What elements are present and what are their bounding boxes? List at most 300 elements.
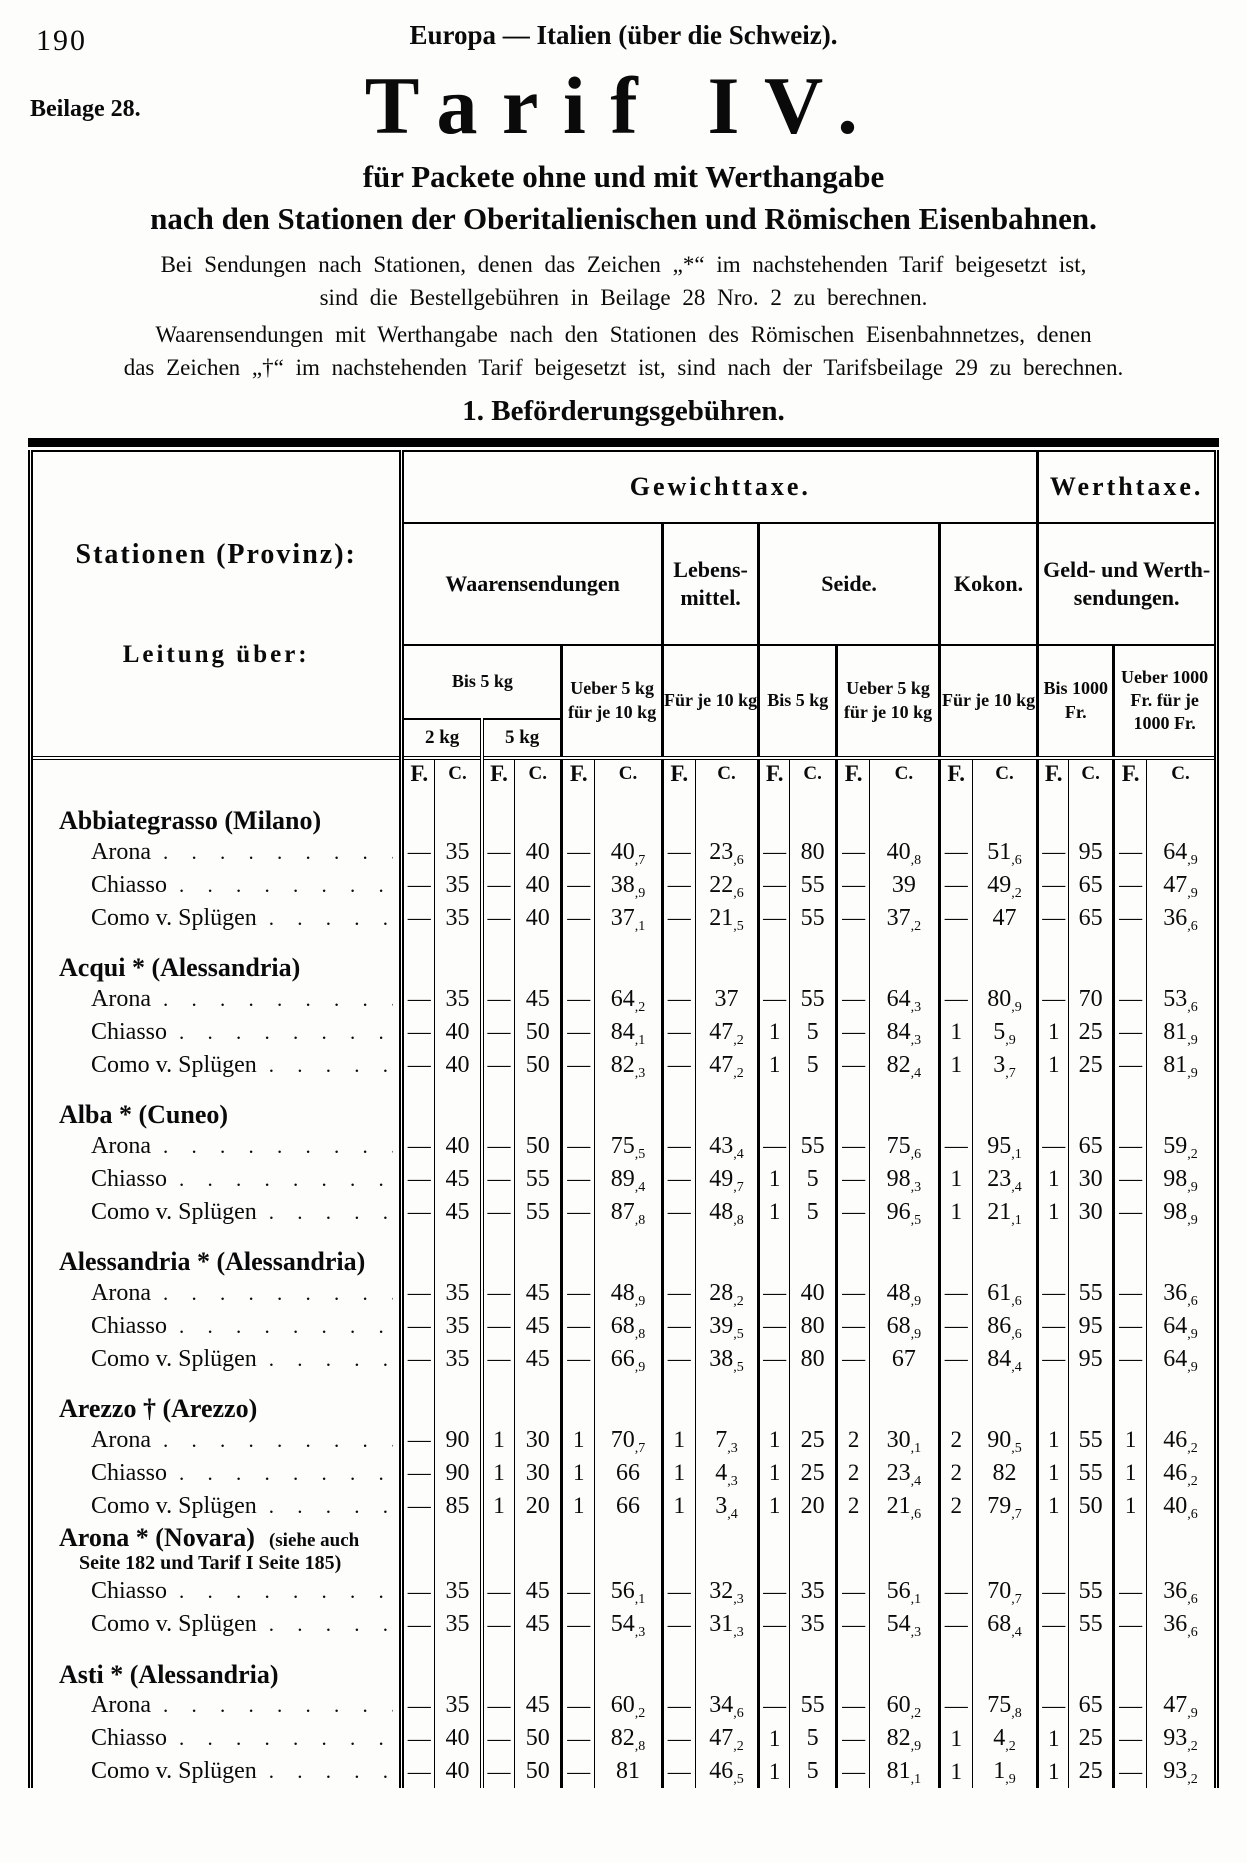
fare-cell-francs: — xyxy=(662,1722,695,1755)
route-cell xyxy=(31,1608,402,1641)
empty-fare-cell xyxy=(1069,1641,1114,1689)
fare-cell-francs: 1 xyxy=(759,1196,790,1229)
fare-cell-francs: — xyxy=(1038,983,1069,1016)
fare-cell-centimes: 35 xyxy=(435,983,482,1016)
route-line xyxy=(33,1199,399,1226)
fare-cell-centimes: 40 xyxy=(435,1722,482,1755)
fc-row-station-spacer xyxy=(31,758,402,788)
fare-cell-francs: — xyxy=(482,1016,515,1049)
decimal-fraction: ,6 xyxy=(1011,852,1022,868)
route-row xyxy=(31,1163,1217,1196)
fare-cell-centimes: $38_{,5}$ xyxy=(695,1343,759,1376)
fare-cell-francs: — xyxy=(759,1130,790,1163)
fare-cell-francs: 1 xyxy=(759,1457,790,1490)
fare-cell-centimes: $80_{,9}$ xyxy=(972,983,1038,1016)
fare-cell-centimes: $3_{,7}$ xyxy=(972,1049,1038,1082)
fare-cell-centimes: $60_{,2}$ xyxy=(595,1689,663,1722)
fare-cell-centimes: $4_{,2}$ xyxy=(972,1722,1038,1755)
fare-cell-centimes: $53_{,6}$ xyxy=(1147,983,1217,1016)
decimal-fraction: ,7 xyxy=(634,852,646,868)
fare-cell-francs: — xyxy=(402,1424,435,1457)
fare-cell-centimes: 67 xyxy=(870,1343,940,1376)
empty-fare-cell xyxy=(435,788,482,836)
station-group-cell xyxy=(31,1523,402,1576)
fare-cell-centimes: $64_{,3}$ xyxy=(870,983,940,1016)
fare-cell-francs: — xyxy=(482,1343,515,1376)
empty-fare-cell xyxy=(695,1523,759,1576)
route-name: Como v. Splügen xyxy=(91,1345,257,1372)
fare-cell-francs: — xyxy=(562,1163,595,1196)
fare-cell-centimes: $46_{,5}$ xyxy=(695,1755,759,1788)
route-line xyxy=(33,1019,399,1046)
station-group-cell xyxy=(31,935,402,983)
note-paragraph-1 xyxy=(28,249,1219,315)
centimes-label: C. xyxy=(870,758,940,788)
decimal-fraction: ,9 xyxy=(910,1293,922,1309)
fare-cell-francs: — xyxy=(1114,1722,1147,1755)
fare-cell-francs: — xyxy=(402,902,435,935)
fare-cell-centimes: 40 xyxy=(515,836,562,869)
fare-cell-francs: — xyxy=(1038,902,1069,935)
decimal-fraction: ,6 xyxy=(1187,1506,1198,1522)
francs-label: F. xyxy=(1114,758,1147,788)
fare-cell-centimes: 50 xyxy=(515,1722,562,1755)
fare-cell-centimes: $84_{,1}$ xyxy=(595,1016,663,1049)
fare-cell-centimes: $89_{,4}$ xyxy=(595,1163,663,1196)
empty-fare-cell xyxy=(482,1376,515,1424)
dot-leader xyxy=(167,1166,393,1193)
fare-cell-centimes: 50 xyxy=(515,1016,562,1049)
route-row xyxy=(31,1755,1217,1788)
fare-cell-francs: — xyxy=(662,836,695,869)
fare-cell-francs: — xyxy=(402,1575,435,1608)
decimal-fraction: ,6 xyxy=(1187,1625,1198,1641)
station-header-line1: Stationen (Provinz): xyxy=(75,538,357,570)
fare-cell-centimes: $1_{,9}$ xyxy=(972,1755,1038,1788)
fare-cell-francs: — xyxy=(837,1575,870,1608)
fare-cell-francs: — xyxy=(1114,1277,1147,1310)
decimal-fraction: ,8 xyxy=(634,1326,646,1342)
fare-cell-francs: — xyxy=(562,1277,595,1310)
fare-cell-francs: — xyxy=(837,1608,870,1641)
route-name: Chiasso xyxy=(91,1165,168,1192)
fare-cell-francs: 1 xyxy=(562,1490,595,1523)
empty-fare-cell xyxy=(790,1641,837,1689)
empty-fare-cell xyxy=(1069,935,1114,983)
empty-fare-cell xyxy=(837,1376,870,1424)
fare-cell-centimes: 50 xyxy=(515,1130,562,1163)
route-row xyxy=(31,902,1217,935)
fare-cell-francs: — xyxy=(939,1689,972,1722)
fare-cell-francs: 1 xyxy=(1038,1722,1069,1755)
empty-fare-cell xyxy=(662,1523,695,1576)
fare-cell-centimes: 30 xyxy=(515,1457,562,1490)
fare-cell-centimes: 66 xyxy=(595,1490,663,1523)
fare-cell-francs: — xyxy=(562,1608,595,1641)
empty-fare-cell xyxy=(870,1082,940,1130)
route-name: Arona xyxy=(91,1279,151,1306)
fare-cell-centimes: 35 xyxy=(435,902,482,935)
fare-cell-francs: — xyxy=(837,1689,870,1722)
decimal-fraction: ,1 xyxy=(634,1592,646,1608)
decimal-fraction: ,4 xyxy=(1011,1179,1022,1195)
fare-cell-centimes: $30_{,1}$ xyxy=(870,1424,940,1457)
empty-fare-cell xyxy=(790,1376,837,1424)
decimal-fraction: ,6 xyxy=(1011,1293,1022,1309)
empty-fare-cell xyxy=(1147,1229,1217,1277)
route-name: Arona xyxy=(91,1132,151,1159)
fare-cell-francs: 1 xyxy=(1114,1457,1147,1490)
route-name: Arona xyxy=(91,985,151,1012)
fare-cell-francs: — xyxy=(402,1457,435,1490)
route-cell xyxy=(31,1016,402,1049)
fare-cell-centimes: 30 xyxy=(1069,1163,1114,1196)
fare-cell-centimes: $48_{,9}$ xyxy=(595,1277,663,1310)
fare-cell-francs: — xyxy=(1114,1016,1147,1049)
fare-cell-centimes: 80 xyxy=(790,1343,837,1376)
empty-fare-cell xyxy=(595,1376,663,1424)
empty-fare-cell xyxy=(402,1229,435,1277)
fare-cell-francs: 1 xyxy=(939,1755,972,1788)
empty-fare-cell xyxy=(695,935,759,983)
route-name: Arona xyxy=(91,1426,151,1453)
centimes-label: C. xyxy=(695,758,759,788)
empty-fare-cell xyxy=(939,788,972,836)
dot-leader xyxy=(257,905,394,932)
decimal-fraction: ,9 xyxy=(1005,1032,1016,1048)
station-header-line2: Leitung über: xyxy=(122,640,310,668)
fare-cell-centimes: 20 xyxy=(790,1490,837,1523)
margin-note-beilage: Beilage 28. xyxy=(30,96,141,122)
fare-cell-centimes: 55 xyxy=(1069,1608,1114,1641)
empty-fare-cell xyxy=(1069,1376,1114,1424)
route-row xyxy=(31,1424,1217,1457)
empty-fare-cell xyxy=(1114,788,1147,836)
fare-cell-francs: — xyxy=(482,869,515,902)
decimal-fraction: ,2 xyxy=(1005,1739,1016,1755)
fare-cell-francs: 1 xyxy=(482,1490,515,1523)
route-cell xyxy=(31,1457,402,1490)
fare-cell-francs: — xyxy=(1038,1689,1069,1722)
empty-fare-cell xyxy=(1147,1523,1217,1576)
fare-cell-francs: — xyxy=(482,1722,515,1755)
fare-cell-centimes: $68_{,9}$ xyxy=(870,1310,940,1343)
empty-fare-cell xyxy=(1038,1229,1069,1277)
fare-cell-francs: — xyxy=(402,1049,435,1082)
fare-table-body xyxy=(31,788,1217,1789)
fare-cell-centimes: 40 xyxy=(435,1049,482,1082)
route-line xyxy=(33,1460,399,1487)
route-cell xyxy=(31,1755,402,1788)
decimal-fraction: ,9 xyxy=(1187,852,1198,868)
fare-cell-centimes: 70 xyxy=(1069,983,1114,1016)
fare-cell-francs: 2 xyxy=(837,1424,870,1457)
centimes-label: C. xyxy=(435,758,482,788)
decimal-fraction: ,6 xyxy=(1187,1592,1198,1608)
fare-cell-francs: — xyxy=(1114,1575,1147,1608)
route-row xyxy=(31,1457,1217,1490)
fare-cell-centimes: $59_{,2}$ xyxy=(1147,1130,1217,1163)
francs-label: F. xyxy=(837,758,870,788)
fare-cell-francs: — xyxy=(759,1689,790,1722)
empty-fare-cell xyxy=(837,1641,870,1689)
decimal-fraction: ,3 xyxy=(733,1592,744,1608)
fare-cell-francs: 1 xyxy=(662,1424,695,1457)
fare-cell-francs: 1 xyxy=(939,1722,972,1755)
fare-cell-centimes: 55 xyxy=(790,1689,837,1722)
decimal-fraction: ,6 xyxy=(910,1506,922,1522)
over-5kg-per-10kg-header: Ueber 5 kg für je 10 kg xyxy=(562,645,663,758)
fare-cell-centimes: $98_{,9}$ xyxy=(1147,1163,1217,1196)
decimal-fraction: ,4 xyxy=(1011,1359,1022,1375)
decimal-fraction: ,1 xyxy=(634,918,646,934)
centimes-label: C. xyxy=(595,758,663,788)
decimal-fraction: ,2 xyxy=(1187,1440,1198,1456)
fare-cell-centimes: 85 xyxy=(435,1490,482,1523)
decimal-fraction: ,1 xyxy=(910,1772,922,1788)
decimal-fraction: ,2 xyxy=(1187,1739,1198,1755)
empty-fare-cell xyxy=(1114,1082,1147,1130)
fare-cell-centimes: $7_{,3}$ xyxy=(695,1424,759,1457)
route-row xyxy=(31,1608,1217,1641)
fare-cell-francs: — xyxy=(759,1277,790,1310)
empty-fare-cell xyxy=(482,1523,515,1576)
fare-cell-centimes: 47 xyxy=(972,902,1038,935)
fare-cell-francs: 1 xyxy=(1038,1196,1069,1229)
fare-cell-centimes: $87_{,8}$ xyxy=(595,1196,663,1229)
empty-fare-cell xyxy=(939,1641,972,1689)
decimal-fraction: ,5 xyxy=(733,1772,744,1788)
route-row xyxy=(31,1049,1217,1082)
fare-cell-centimes: $90_{,5}$ xyxy=(972,1424,1038,1457)
fare-cell-centimes: $54_{,3}$ xyxy=(870,1608,940,1641)
fare-cell-centimes: 82 xyxy=(972,1457,1038,1490)
fare-cell-francs: — xyxy=(562,1016,595,1049)
route-row xyxy=(31,1722,1217,1755)
fare-cell-francs: — xyxy=(402,836,435,869)
fare-cell-centimes: $22_{,6}$ xyxy=(695,869,759,902)
empty-fare-cell xyxy=(837,1082,870,1130)
fare-cell-francs: — xyxy=(482,1608,515,1641)
fare-cell-centimes: $40_{,8}$ xyxy=(870,836,940,869)
fare-cell-francs: — xyxy=(482,1163,515,1196)
fare-cell-francs: — xyxy=(837,1277,870,1310)
station-group-row xyxy=(31,1229,1217,1277)
decimal-fraction: ,8 xyxy=(910,852,922,868)
decimal-fraction: ,2 xyxy=(733,1739,744,1755)
route-line xyxy=(33,1427,399,1454)
fare-cell-francs: — xyxy=(939,983,972,1016)
fare-cell-centimes: $40_{,6}$ xyxy=(1147,1490,1217,1523)
empty-fare-cell xyxy=(402,1082,435,1130)
fare-cell-francs: — xyxy=(482,902,515,935)
fare-cell-francs: — xyxy=(402,983,435,1016)
fare-cell-francs: — xyxy=(402,869,435,902)
page-number: 190 xyxy=(36,24,87,57)
route-line xyxy=(33,1166,399,1193)
foodstuffs-header: Lebens-mittel. xyxy=(662,523,758,645)
fare-cell-centimes: $36_{,6}$ xyxy=(1147,1277,1217,1310)
fare-cell-francs: — xyxy=(837,902,870,935)
fare-cell-francs: — xyxy=(1114,1049,1147,1082)
francs-label: F. xyxy=(759,758,790,788)
fare-cell-francs: — xyxy=(1114,1608,1147,1641)
empty-fare-cell xyxy=(1069,788,1114,836)
empty-fare-cell xyxy=(662,788,695,836)
dot-leader xyxy=(257,1493,394,1520)
empty-fare-cell xyxy=(695,1376,759,1424)
fare-cell-francs: 1 xyxy=(1038,1163,1069,1196)
decimal-fraction: ,3 xyxy=(733,1625,744,1641)
fare-cell-centimes: $75_{,6}$ xyxy=(870,1130,940,1163)
fare-cell-centimes: 66 xyxy=(595,1457,663,1490)
note2-line2: das Zeichen „†“ im nachstehenden Tarif beigesetzt ist, sind nach der Tarifsbeilage 29 zu berechnen. xyxy=(123,354,1124,380)
fare-cell-centimes: $37_{,2}$ xyxy=(870,902,940,935)
station-group-name: Arezzo † (Arezzo) xyxy=(59,1393,258,1423)
decimal-fraction: ,6 xyxy=(733,1706,744,1722)
fare-cell-centimes: 35 xyxy=(435,1343,482,1376)
fare-cell-centimes: 50 xyxy=(1069,1490,1114,1523)
fare-cell-francs: — xyxy=(402,1016,435,1049)
fare-cell-francs: — xyxy=(837,1016,870,1049)
route-line xyxy=(33,1133,399,1160)
fare-cell-francs: — xyxy=(1114,902,1147,935)
decimal-fraction: ,6 xyxy=(1187,1293,1198,1309)
fare-cell-centimes: $34_{,6}$ xyxy=(695,1689,759,1722)
fare-cell-centimes: $47_{,2}$ xyxy=(695,1016,759,1049)
fare-cell-francs: 2 xyxy=(939,1490,972,1523)
fare-cell-francs: — xyxy=(759,869,790,902)
decimal-fraction: ,9 xyxy=(634,885,646,901)
empty-fare-cell xyxy=(402,1376,435,1424)
tariff-table xyxy=(28,450,1219,1789)
fare-cell-francs: — xyxy=(562,1689,595,1722)
fare-cell-francs: — xyxy=(837,1130,870,1163)
decimal-fraction: ,7 xyxy=(1011,1592,1022,1608)
fare-cell-centimes: $93_{,2}$ xyxy=(1147,1755,1217,1788)
decimal-fraction: ,4 xyxy=(733,1146,744,1162)
fare-cell-centimes: $21_{,6}$ xyxy=(870,1490,940,1523)
fare-cell-francs: — xyxy=(562,983,595,1016)
fare-cell-centimes: 55 xyxy=(1069,1277,1114,1310)
empty-fare-cell xyxy=(695,788,759,836)
decimal-fraction: ,1 xyxy=(1011,1212,1022,1228)
station-group-cell xyxy=(31,1641,402,1689)
fare-cell-centimes: $47_{,9}$ xyxy=(1147,869,1217,902)
empty-fare-cell xyxy=(1114,935,1147,983)
empty-fare-cell xyxy=(1147,1082,1217,1130)
empty-fare-cell xyxy=(939,1082,972,1130)
empty-fare-cell xyxy=(759,1229,790,1277)
route-row xyxy=(31,1277,1217,1310)
route-cell xyxy=(31,869,402,902)
over-1000fr-header: Ueber 1000 Fr. für je 1000 Fr. xyxy=(1114,645,1217,758)
fare-cell-centimes: 50 xyxy=(515,1049,562,1082)
empty-fare-cell xyxy=(562,788,595,836)
empty-fare-cell xyxy=(662,1641,695,1689)
fare-cell-centimes: 45 xyxy=(515,983,562,1016)
fare-cell-francs: 2 xyxy=(939,1457,972,1490)
fare-cell-francs: — xyxy=(1038,1310,1069,1343)
station-group-name: Arona * (Novara) (siehe auch xyxy=(59,1522,360,1552)
fare-cell-centimes: $64_{,2}$ xyxy=(595,983,663,1016)
fare-cell-centimes: 30 xyxy=(515,1424,562,1457)
station-group-name: Alessandria * (Alessandria) xyxy=(59,1246,366,1276)
fare-cell-centimes: 20 xyxy=(515,1490,562,1523)
empty-fare-cell xyxy=(562,1082,595,1130)
fare-cell-francs: — xyxy=(759,1608,790,1641)
route-cell xyxy=(31,1163,402,1196)
fare-cell-centimes: 55 xyxy=(1069,1457,1114,1490)
decimal-fraction: ,9 xyxy=(1187,1212,1198,1228)
route-name: Como v. Splügen xyxy=(91,904,257,931)
fare-cell-centimes: 5 xyxy=(790,1755,837,1788)
route-cell xyxy=(31,1049,402,1082)
fare-cell-centimes: 45 xyxy=(515,1310,562,1343)
fare-cell-francs: 1 xyxy=(1038,1457,1069,1490)
fare-cell-centimes: $60_{,2}$ xyxy=(870,1689,940,1722)
empty-fare-cell xyxy=(972,1229,1038,1277)
fare-cell-centimes: $36_{,6}$ xyxy=(1147,1608,1217,1641)
fare-cell-centimes: $86_{,6}$ xyxy=(972,1310,1038,1343)
fare-cell-centimes: $31_{,3}$ xyxy=(695,1608,759,1641)
decimal-fraction: ,4 xyxy=(910,1473,922,1489)
empty-fare-cell xyxy=(402,1641,435,1689)
fare-cell-francs: 1 xyxy=(562,1424,595,1457)
centimes-label: C. xyxy=(1069,758,1114,788)
fare-cell-francs: — xyxy=(939,1130,972,1163)
fare-cell-francs: — xyxy=(562,869,595,902)
station-group-row xyxy=(31,1082,1217,1130)
fare-cell-centimes: $70_{,7}$ xyxy=(972,1575,1038,1608)
fare-cell-centimes: 35 xyxy=(435,836,482,869)
fare-cell-centimes: 40 xyxy=(790,1277,837,1310)
goods-shipments-header: Waarensendungen xyxy=(402,523,663,645)
francs-label: F. xyxy=(402,758,435,788)
money-value-shipments-header: Geld- und Werth-sendungen. xyxy=(1038,523,1217,645)
empty-fare-cell xyxy=(972,1523,1038,1576)
empty-fare-cell xyxy=(515,1523,562,1576)
empty-fare-cell xyxy=(1114,1523,1147,1576)
decimal-fraction: ,7 xyxy=(1005,1065,1016,1081)
route-row xyxy=(31,836,1217,869)
fare-cell-francs: — xyxy=(759,836,790,869)
fare-cell-centimes: $82_{,3}$ xyxy=(595,1049,663,1082)
fare-cell-centimes: 65 xyxy=(1069,1689,1114,1722)
fare-cell-francs: — xyxy=(402,1130,435,1163)
station-group-name: Acqui * (Alessandria) xyxy=(59,952,301,982)
fare-cell-francs: — xyxy=(837,869,870,902)
decimal-fraction: ,3 xyxy=(634,1625,646,1641)
fare-cell-centimes: $82_{,9}$ xyxy=(870,1722,940,1755)
decimal-fraction: ,7 xyxy=(1011,1506,1022,1522)
empty-fare-cell xyxy=(1114,1229,1147,1277)
fare-cell-francs: — xyxy=(562,1755,595,1788)
fare-cell-francs: — xyxy=(759,1343,790,1376)
decimal-fraction: ,4 xyxy=(910,1065,922,1081)
empty-fare-cell xyxy=(1147,1376,1217,1424)
fare-cell-francs: 1 xyxy=(562,1457,595,1490)
2kg-header: 2 kg xyxy=(424,726,460,748)
fare-cell-centimes: $23_{,4}$ xyxy=(870,1457,940,1490)
decimal-fraction: ,2 xyxy=(1011,885,1022,901)
empty-fare-cell xyxy=(870,1523,940,1576)
fare-cell-centimes: 40 xyxy=(515,902,562,935)
fare-cell-centimes: 55 xyxy=(790,869,837,902)
running-title: Europa — Italien (über die Schweiz). xyxy=(409,20,838,50)
empty-fare-cell xyxy=(1038,1641,1069,1689)
fare-cell-francs: — xyxy=(562,902,595,935)
